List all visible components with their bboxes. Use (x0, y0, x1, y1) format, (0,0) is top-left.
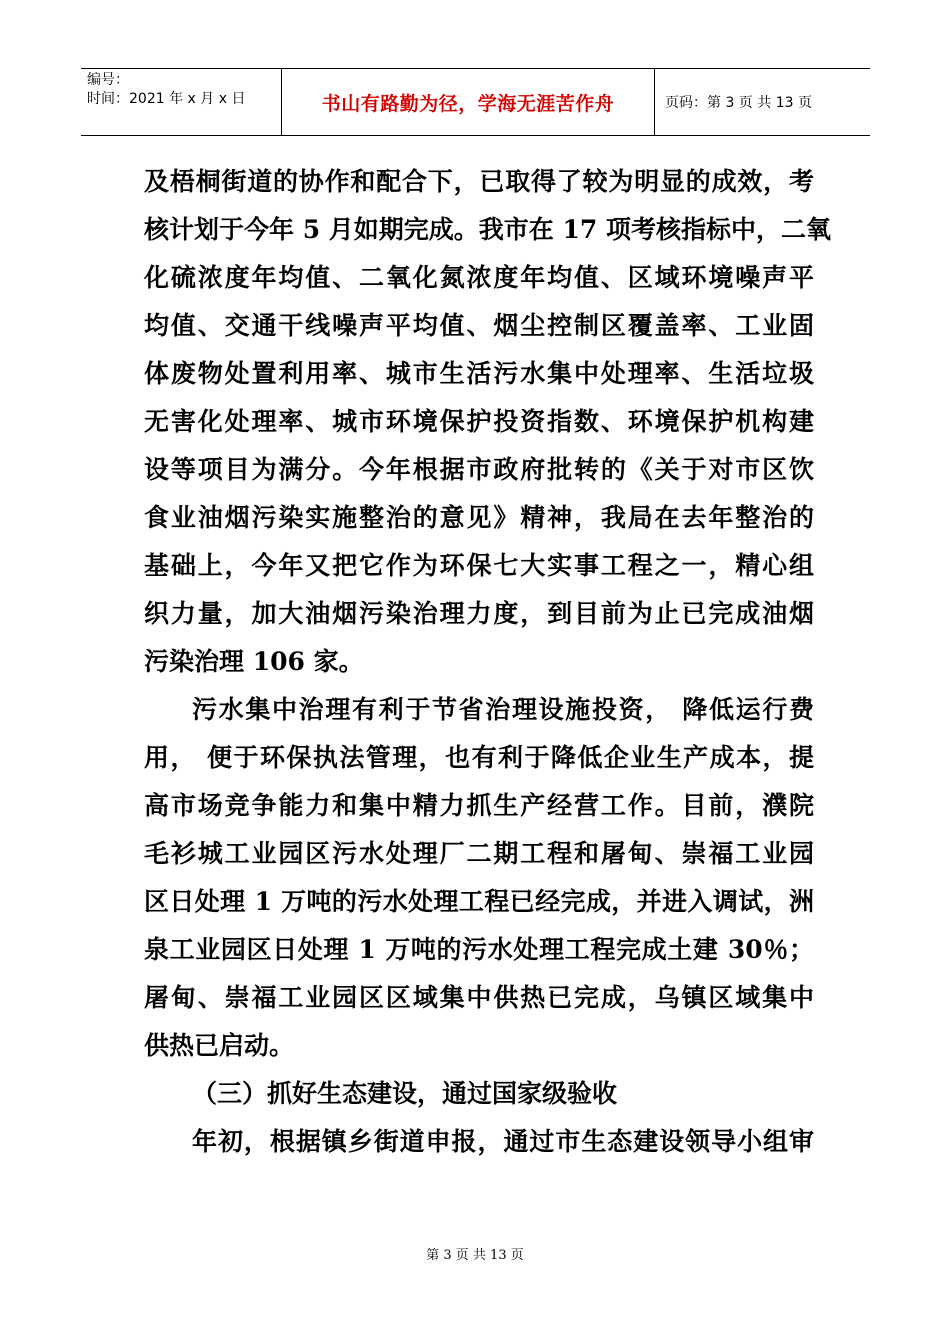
page-footer (0, 1244, 950, 1263)
header-motto-cell (282, 69, 655, 135)
body-line: 屠甸、崇福工业园区区域集中供热已完成，乌镇区域集中 (144, 983, 814, 1012)
body-line: 区日处理 1 万吨的污水处理工程已经完成，并进入调试，洲 (144, 887, 814, 916)
body-line: 体废物处置利用率、城市生活污水集中处理率、生活垃圾 (144, 359, 814, 388)
body-line: 污染治理 106 家。 (144, 647, 364, 676)
header-page-info: 页码：第 3 页 共 13 页 (665, 95, 812, 111)
section-heading: （三）抓好生态建设，通过国家级验收 (192, 1079, 618, 1108)
body-line: 设等项目为满分。今年根据市政府批转的《关于对市区饮 (144, 455, 814, 484)
document-date-label: 时间：2021 年 x 月 x 日 (87, 91, 246, 107)
document-body (144, 158, 832, 1166)
body-line: 高市场竞争能力和集中精力抓生产经营工作。目前，濮院 (144, 791, 814, 820)
body-line: 毛衫城工业园区污水处理厂二期工程和屠甸、崇福工业园 (144, 839, 814, 868)
body-line: 均值、交通干线噪声平均值、烟尘控制区覆盖率、工业固 (144, 311, 814, 340)
body-line: 核计划于今年 5 月如期完成。我市在 17 项考核指标中，二氧 (144, 215, 832, 244)
body-line: 及梧桐街道的协作和配合下，已取得了较为明显的成效，考 (144, 167, 814, 196)
body-line: 泉工业园区日处理 1 万吨的污水处理工程完成土建 30％； (144, 935, 814, 964)
body-line: 年初，根据镇乡街道申报，通过市生态建设领导小组审 (192, 1127, 814, 1156)
body-line: 食业油烟污染实施整治的意见》精神，我局在去年整治的 (144, 503, 814, 532)
body-line: 织力量，加大油烟污染治理力度，到目前为止已完成油烟 (144, 599, 814, 628)
header-page-info-cell (655, 69, 870, 135)
header-meta (81, 69, 282, 135)
header-motto: 书山有路勤为径，学海无涯苦作舟 (321, 92, 615, 115)
body-line: 基础上，今年又把它作为环保七大实事工程之一，精心组 (144, 551, 814, 580)
body-line: 无害化处理率、城市环境保护投资指数、环境保护机构建 (144, 407, 814, 436)
body-line: 污水集中治理有利于节省治理设施投资， 降低运行费 (192, 695, 814, 724)
document-number-label: 编号： (87, 72, 129, 88)
page-header (81, 68, 870, 136)
footer-page-number: 第 3 页 共 13 页 (426, 1248, 524, 1263)
body-line: 用， 便于环保执法管理，也有利于降低企业生产成本，提 (144, 743, 814, 772)
body-line: 化硫浓度年均值、二氧化氮浓度年均值、区域环境噪声平 (144, 263, 814, 292)
body-line: 供热已启动。 (144, 1031, 295, 1060)
